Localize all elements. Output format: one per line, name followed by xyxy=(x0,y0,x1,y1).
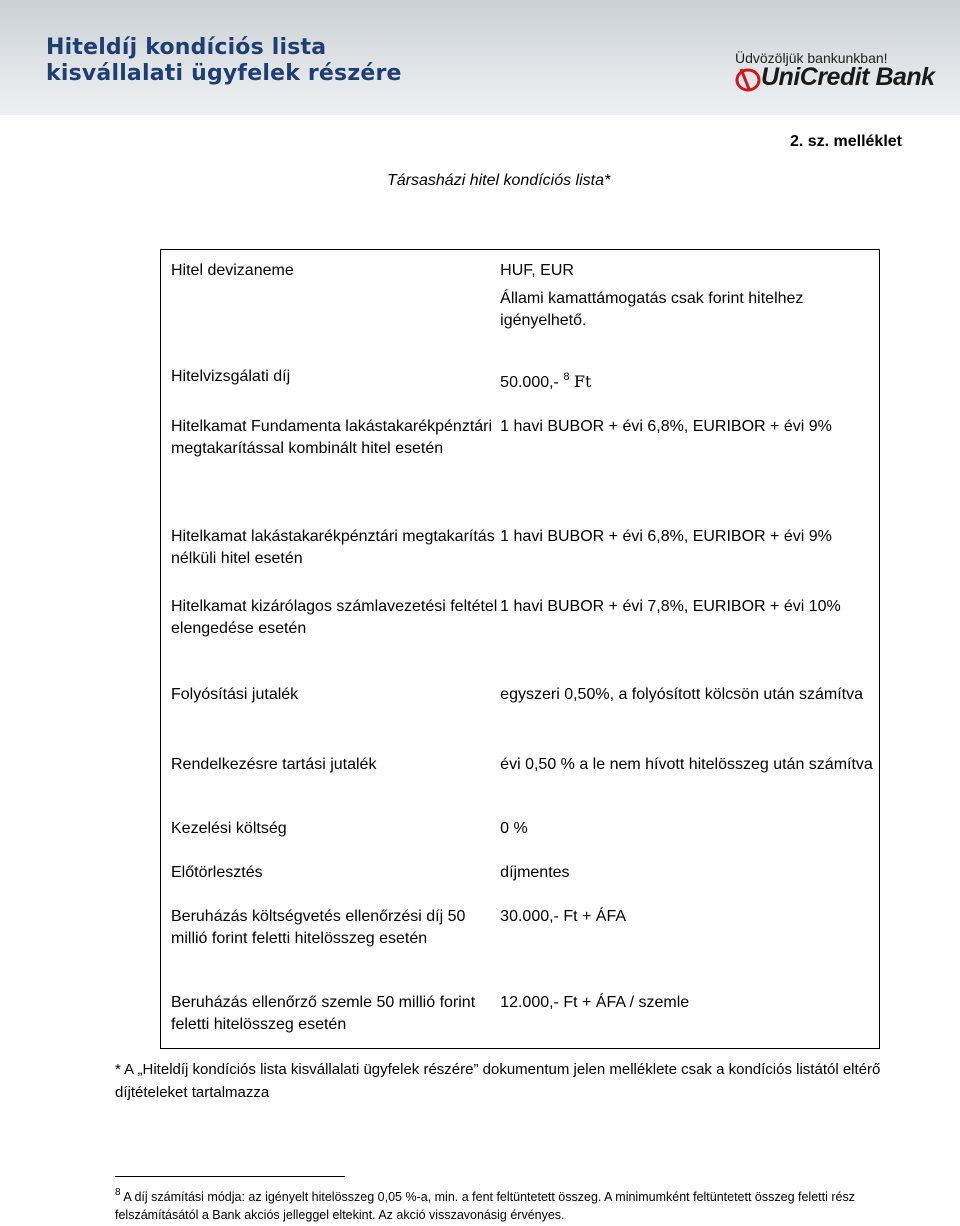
row-value: évi 0,50 % a le nem hívott hitelösszeg után számítva xyxy=(500,756,873,773)
row-label: Hitelkamat lakástakarékpénztári megtakarítás nélküli hitel esetén xyxy=(171,528,495,567)
header-title-line2: kisvállalati ügyfelek részére xyxy=(46,61,402,86)
row-value xyxy=(500,250,879,357)
row-value: 1 havi BUBOR + évi 6,8%, EURIBOR + évi 9% xyxy=(500,528,832,545)
table-row xyxy=(161,586,880,674)
page-header xyxy=(0,0,960,115)
unicredit-logo-icon xyxy=(735,65,761,93)
annex-label: 2. sz. melléklet xyxy=(789,133,902,150)
row-label: Folyósítási jutalék xyxy=(171,686,299,703)
row-value: 30.000,- Ft + ÁFA xyxy=(500,908,627,925)
table-row xyxy=(161,674,880,744)
footnote-separator xyxy=(115,1176,345,1177)
row-label: Kezelési költség xyxy=(171,820,287,837)
row-label: Rendelkezésre tartási jutalék xyxy=(171,756,377,773)
footnote-marker: 8 xyxy=(115,1187,121,1198)
document-note: * A „Hiteldíj kondíciós lista kisvállalati ügyfelek részére” dokumentum jelen melléklete csak a kondíciós listától eltérő díjtételeket tartalmazza xyxy=(115,1061,881,1101)
table-row xyxy=(161,406,880,516)
document-title: Társasházi hitel kondíciós lista* xyxy=(387,172,611,189)
row-label: Beruházás költségvetés ellenőrzési díj 50 millió forint feletti hitelösszeg esetén xyxy=(171,908,466,947)
table-row xyxy=(161,250,880,357)
table-row xyxy=(161,896,880,982)
table-row xyxy=(161,982,880,1049)
footnote-marker: 8 xyxy=(563,371,570,383)
table-row xyxy=(161,356,880,406)
row-value: 0 % xyxy=(500,820,528,837)
row-value: 1 havi BUBOR + évi 7,8%, EURIBOR + évi 10% xyxy=(500,598,841,615)
row-value: egyszeri 0,50%, a folyósított kölcsön után számítva xyxy=(500,686,864,703)
bank-name: UniCredit Bank xyxy=(761,63,935,91)
row-value: díjmentes xyxy=(500,864,570,881)
row-label: Hitelkamat kizárólagos számlavezetési feltétel elengedése esetén xyxy=(171,598,498,637)
row-label: Hitelvizsgálati díj xyxy=(171,368,291,385)
footnote xyxy=(115,1184,925,1224)
footnote-text: A díj számítási módja: az igényelt hitelösszeg 0,05 %-a, min. a fent feltüntetett összeg. A minimumként feltüntetett összeg feletti rész felszámításától a Bank akciós jelleggel eltekint. Az akció visszavonásig érvényes. xyxy=(115,1190,855,1222)
fee-amount: 50.000,- xyxy=(500,374,559,391)
currency-unit: Ft xyxy=(573,372,592,391)
subsidy-note: Állami kamattámogatás csak forint hitelhez igényelhető. xyxy=(500,290,804,329)
currency-value: HUF, EUR xyxy=(500,262,574,279)
bank-welcome-text: Üdvözöljük bankunkban! xyxy=(735,50,888,66)
table-row xyxy=(161,808,880,852)
table-row xyxy=(161,852,880,896)
row-label: Hitelkamat Fundamenta lakástakarékpénztári megtakarítással kombinált hitel esetén xyxy=(171,418,493,457)
row-value: 1 havi BUBOR + évi 6,8%, EURIBOR + évi 9% xyxy=(500,418,832,435)
row-label: Beruházás ellenőrző szemle 50 millió forint feletti hitelösszeg esetén xyxy=(171,994,476,1033)
row-value xyxy=(500,356,879,406)
table-row xyxy=(161,744,880,808)
row-label: Hitel devizaneme xyxy=(171,262,294,279)
row-label: Előtörlesztés xyxy=(171,864,263,881)
header-title-line1: Hiteldíj kondíciós lista xyxy=(46,35,327,60)
table-row xyxy=(161,516,880,586)
bank-logo xyxy=(735,63,935,93)
row-value: 12.000,- Ft + ÁFA / szemle xyxy=(500,994,690,1011)
conditions-table xyxy=(160,249,880,1049)
